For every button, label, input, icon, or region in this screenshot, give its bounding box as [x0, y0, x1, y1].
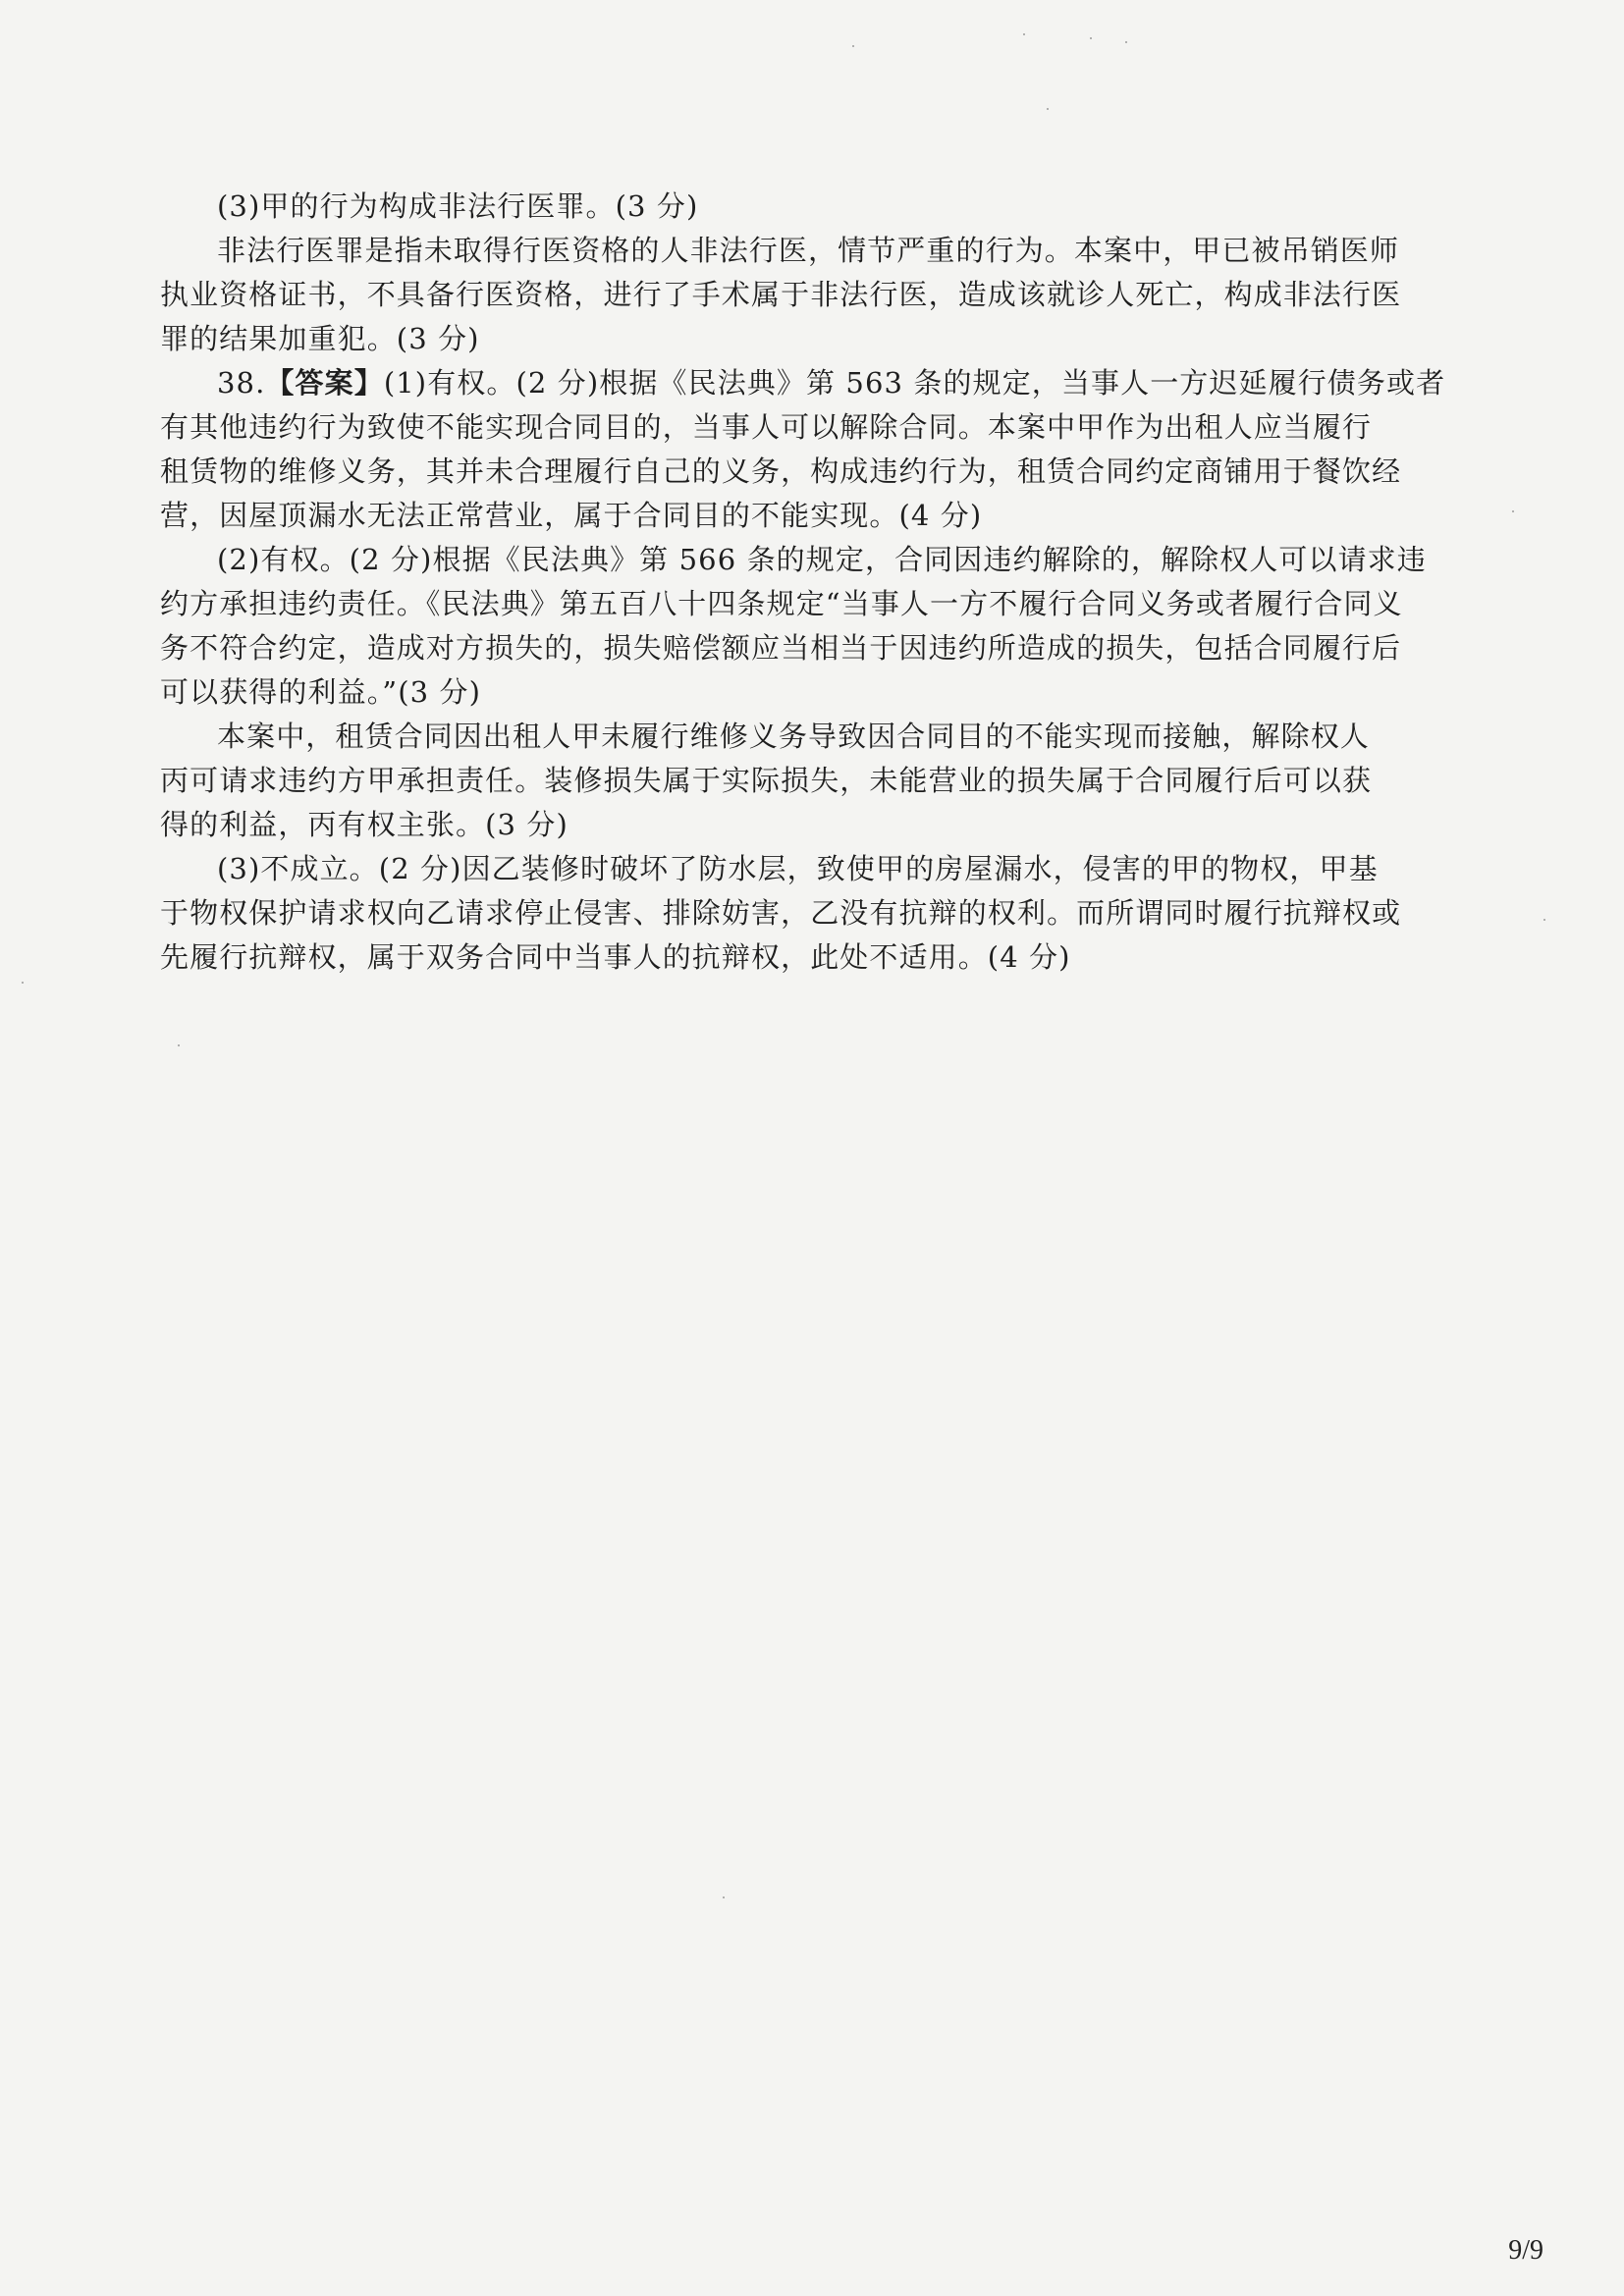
question-38-first-line	[160, 361, 1468, 405]
text-line-13: 本案中，租赁合同因出租人甲未履行维修义务导致因合同目的不能实现而接触，解除权人	[217, 720, 1370, 753]
text-line-18: 先履行抗辩权，属于双务合同中当事人的抗辩权，此处不适用。(4 分)	[160, 940, 1071, 974]
scan-speck	[1023, 33, 1025, 35]
text-line-4: 罪的结果加重犯。(3 分)	[160, 322, 480, 355]
scan-speck	[1512, 510, 1514, 512]
text-line-17: 于物权保护请求权向乙请求停止侵害、排除妨害，乙没有抗辩的权利。而所谓同时履行抗辩权或	[160, 896, 1402, 930]
text-line-2: 非法行医罪是指未取得行医资格的人非法行医，情节严重的行为。本案中，甲已被吊销医师	[217, 234, 1400, 267]
text-line-3: 执业资格证书，不具备行医资格，进行了手术属于非法行医，造成该就诊人死亡，构成非法行医	[160, 278, 1402, 311]
text-line-12: 可以获得的利益。”(3 分)	[160, 675, 482, 709]
text-line-1: (3)甲的行为构成非法行医罪。(3 分)	[217, 189, 699, 223]
text-line-10: 约方承担违约责任。《民法典》第五百八十四条规定“当事人一方不履行合同义务或者履行合同义	[160, 587, 1403, 620]
scan-speck	[852, 45, 854, 47]
scan-speck	[1543, 919, 1545, 921]
answer-label: 【答案】	[265, 366, 384, 400]
text-line-15: 得的利益，丙有权主张。(3 分)	[160, 808, 568, 841]
answer-text-body	[160, 185, 1468, 980]
page-number: 9/9	[1508, 2235, 1543, 2266]
question-38-answer-text: (1)有权。(2 分)根据《民法典》第 563 条的规定，当事人一方迟延履行债务或者	[383, 366, 1446, 400]
text-line-14: 丙可请求违约方甲承担责任。装修损失属于实际损失，未能营业的损失属于合同履行后可以获	[160, 764, 1373, 797]
question-number: 38.	[217, 366, 266, 400]
text-line-6: 有其他违约行为致使不能实现合同目的，当事人可以解除合同。本案中甲作为出租人应当履行	[160, 410, 1373, 444]
text-line-8: 营，因屋顶漏水无法正常营业，属于合同目的不能实现。(4 分)	[160, 499, 983, 532]
scan-speck	[1047, 108, 1049, 110]
scan-speck	[1090, 37, 1092, 39]
scan-speck	[22, 982, 24, 984]
scan-speck	[723, 1896, 725, 1898]
text-line-11: 务不符合约定，造成对方损失的，损失赔偿额应当相当于因违约所造成的损失，包括合同履行后	[160, 631, 1402, 665]
text-line-9: (2)有权。(2 分)根据《民法典》第 566 条的规定，合同因违约解除的，解除权人可以请求违	[217, 543, 1427, 576]
scan-speck	[1125, 41, 1127, 43]
text-line-7: 租赁物的维修义务，其并未合理履行自己的义务，构成违约行为，租赁合同约定商铺用于餐饮经	[160, 454, 1402, 488]
text-line-16: (3)不成立。(2 分)因乙装修时破坏了防水层，致使甲的房屋漏水，侵害的甲的物权，甲基	[217, 852, 1379, 885]
scan-speck	[178, 1044, 180, 1046]
